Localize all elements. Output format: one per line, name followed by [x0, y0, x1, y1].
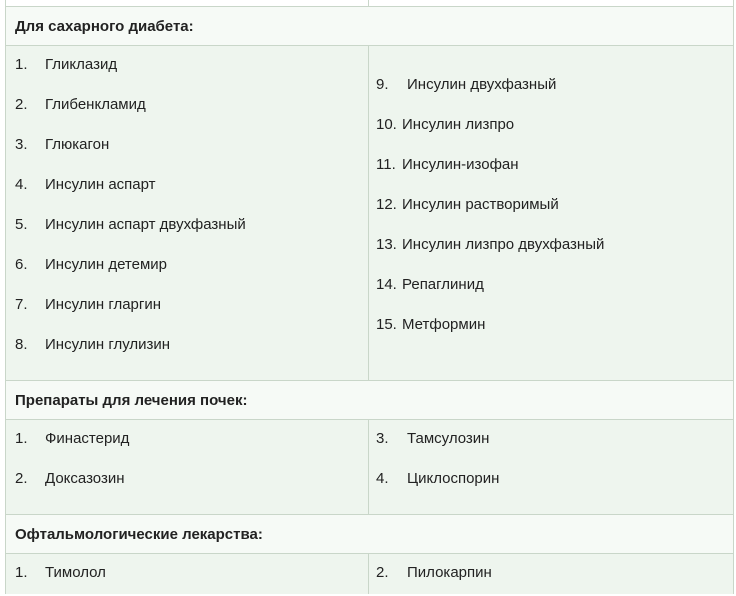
section-title: Для сахарного диабета: [15, 17, 194, 35]
section-header-diabetes [6, 6, 733, 45]
item-number: 2. [15, 470, 28, 487]
item-number: 14. [376, 276, 397, 293]
item-number: 3. [15, 136, 28, 153]
section-header-ophthalmology [6, 514, 733, 553]
list-item [15, 176, 156, 194]
list-item [376, 470, 499, 488]
list-item [376, 116, 514, 134]
item-number: 4. [376, 470, 389, 487]
item-name: Инсулин аспарт двухфазный [45, 216, 246, 233]
list-item [15, 56, 117, 74]
left-column [6, 46, 369, 380]
list-item [376, 236, 604, 254]
list-item [376, 564, 492, 582]
item-name: Репаглинид [402, 276, 484, 293]
list-item [15, 430, 129, 448]
item-name: Инсулин двухфазный [407, 76, 557, 93]
list-item [376, 156, 519, 174]
section-body-diabetes [6, 45, 733, 380]
section-title: Препараты для лечения почек: [15, 391, 248, 409]
list-item [15, 564, 106, 582]
stub-cell-left [6, 0, 369, 6]
item-number: 15. [376, 316, 397, 333]
item-name: Инсулин растворимый [402, 196, 559, 213]
list-item [15, 256, 167, 274]
item-number: 3. [376, 430, 389, 447]
item-number: 13. [376, 236, 397, 253]
left-column [6, 420, 369, 514]
item-name: Циклоспорин [407, 470, 500, 487]
item-name: Инсулин лизпро [402, 116, 515, 133]
list-item [376, 76, 556, 94]
item-name: Инсулин лизпро двухфазный [402, 236, 605, 253]
item-name: Пилокарпин [407, 564, 492, 581]
item-number: 12. [376, 196, 397, 213]
item-name: Инсулин гларгин [45, 296, 162, 313]
item-name: Тимолол [45, 564, 106, 581]
section-title: Офтальмологические лекарства: [15, 525, 263, 543]
list-item [376, 196, 559, 214]
section-body-ophthalmology [6, 553, 733, 594]
list-item [15, 216, 246, 234]
stub-cell-right [369, 0, 733, 6]
item-name: Инсулин детемир [45, 256, 167, 273]
item-number: 1. [15, 564, 28, 581]
item-number: 9. [376, 76, 389, 93]
list-item [15, 96, 146, 114]
left-column [6, 554, 369, 594]
item-number: 7. [15, 296, 28, 313]
list-item [376, 276, 484, 294]
item-number: 2. [15, 96, 28, 113]
list-item [15, 336, 170, 354]
list-item [15, 470, 125, 488]
list-item [15, 136, 109, 154]
item-number: 1. [15, 430, 28, 447]
list-item [376, 316, 485, 334]
item-name: Финастерид [45, 430, 130, 447]
top-stub-row [6, 0, 733, 6]
section-header-kidneys [6, 380, 733, 419]
item-name: Тамсулозин [407, 430, 490, 447]
item-number: 11. [376, 156, 396, 173]
item-number: 1. [15, 56, 28, 73]
drug-list-table [5, 0, 734, 594]
right-column [369, 420, 733, 514]
item-name: Инсулин глулизин [45, 336, 171, 353]
item-name: Метформин [402, 316, 486, 333]
item-name: Глюкагон [45, 136, 110, 153]
item-number: 5. [15, 216, 28, 233]
section-body-kidneys [6, 419, 733, 514]
item-name: Инсулин аспарт [45, 176, 156, 193]
item-number: 4. [15, 176, 28, 193]
item-name: Глибенкламид [45, 96, 146, 113]
item-name: Доксазозин [45, 470, 125, 487]
list-item [15, 296, 161, 314]
item-number: 6. [15, 256, 28, 273]
right-column [369, 46, 733, 380]
item-name: Инсулин-изофан [402, 156, 519, 173]
item-number: 2. [376, 564, 389, 581]
right-column [369, 554, 733, 594]
list-item [376, 430, 489, 448]
item-number: 8. [15, 336, 28, 353]
item-name: Гликлазид [45, 56, 118, 73]
item-number: 10. [376, 116, 397, 133]
